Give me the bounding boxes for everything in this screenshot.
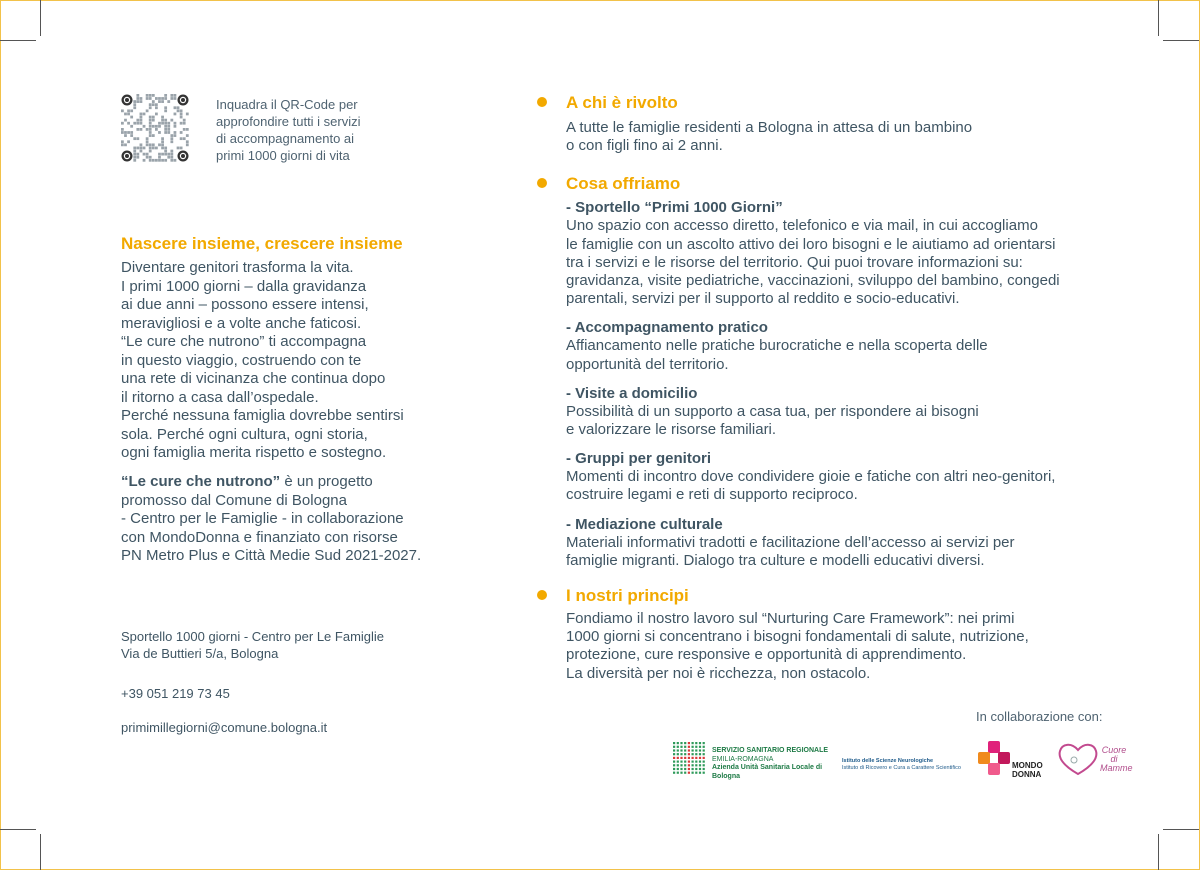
- bullet-dot: [537, 590, 547, 600]
- crop-mark: [0, 829, 36, 830]
- section-body: Fondiamo il nostro lavoro sul “Nurturing Care Framework”: nei primi 1000 giorni si concentrano i bisogni fondamentali di salute, nutrizione, protezione, cure responsive e opportunità di apprendimento. La diversità per noi è ricchezza, non ostacolo.: [566, 610, 1029, 682]
- crop-mark: [1163, 829, 1199, 830]
- right-column: [537, 93, 1137, 683]
- isn-line-2: Istituto di Ricovero e Cura a Carattere Scientifico: [842, 765, 961, 771]
- isn-logo: [842, 758, 982, 772]
- contact-email[interactable]: primimillegiorni@comune.bologna.it: [121, 720, 328, 735]
- isn-line-1: Istituto delle Scienze Neurologiche: [842, 758, 934, 764]
- ausl-line-3: Azienda Unità Sanitaria Locale di Bologna: [712, 764, 823, 780]
- ausl-line-2: EMILIA-ROMAGNA: [712, 755, 774, 763]
- service-text: Momenti di incontro dove condividere gioie e fatiche con altri neo-genitori, costruire legami e reti di supporto reciproco.: [566, 468, 1056, 504]
- ausl-bologna-logo: [672, 741, 834, 780]
- mondodonna-mark-icon: [976, 739, 1012, 779]
- service-item: [566, 199, 1137, 308]
- cuore-di-mamme-text: Cuore di Mamme: [1100, 745, 1133, 773]
- crop-mark: [1158, 834, 1159, 870]
- service-item: [566, 450, 1137, 504]
- crop-mark: [1163, 40, 1199, 41]
- crop-mark: [40, 834, 41, 870]
- service-item: [566, 385, 1137, 439]
- contact-phone[interactable]: +39 051 219 73 45: [121, 686, 230, 701]
- collaboration-label: In collaborazione con:: [976, 709, 1103, 724]
- mondodonna-text: MONDO DONNA: [1012, 761, 1043, 779]
- service-title: - Mediazione culturale: [566, 515, 723, 533]
- service-title: - Accompagnamento pratico: [566, 319, 768, 337]
- ausl-line-1: SERVIZIO SANITARIO REGIONALE: [712, 747, 829, 754]
- service-title: - Sportello “Primi 1000 Giorni”: [566, 199, 783, 217]
- contact-address: Sportello 1000 giorni - Centro per Le Famiglie Via de Buttieri 5/a, Bologna: [121, 629, 385, 661]
- service-text: Materiali informativi tradotti e facilitazione dell’accesso ai servizi per famiglie migranti. Dialogo tra culture e modelli educativi diversi.: [566, 533, 1015, 569]
- bullet-dot: [537, 97, 547, 107]
- crop-mark: [0, 40, 36, 41]
- service-text: Uno spazio con accesso diretto, telefonico e via mail, in cui accogliamo le famiglie con un ascolto attivo dei loro bisogni e le aiutiamo ad orientarsi tra i servizi e le risorse del territorio. Qui puoi trovare informazioni su: gravidanza, visite pediatriche, vaccinazioni, sviluppo del bambino, congedi parentali, servizi per il supporto al reddito e socio-educativi.: [566, 217, 1060, 308]
- service-title: - Visite a domicilio: [566, 384, 698, 402]
- qr-caption: Inquadra il QR-Code per approfondire tutti i servizi di accompagnamento ai primi 1000 giorni di vita: [216, 97, 361, 163]
- section-title: A chi è rivolto: [566, 93, 678, 112]
- section-principles: [537, 586, 1137, 683]
- service-item: [566, 319, 1137, 373]
- section-audience: [537, 93, 1137, 155]
- ausl-grid-icon: [672, 741, 706, 775]
- section-body: A tutte le famiglie residenti a Bologna in attesa di un bambino o con figli fino ai 2 anni.: [566, 119, 973, 155]
- mondodonna-logo: [976, 739, 1048, 781]
- crop-mark: [40, 0, 41, 36]
- service-item: [566, 516, 1137, 570]
- section-services: [537, 174, 1137, 570]
- contact-block: [121, 611, 481, 736]
- bullet-dot: [537, 178, 547, 188]
- qr-code[interactable]: [121, 94, 189, 162]
- crop-mark: [1158, 0, 1159, 36]
- section-title: Cosa offriamo: [566, 174, 681, 194]
- service-title: - Gruppi per genitori: [566, 450, 711, 468]
- service-text: Possibilità di un supporto a casa tua, per rispondere ai bisogni e valorizzare le risorse familiari.: [566, 402, 979, 439]
- project-paragraph: [121, 473, 481, 566]
- section-title: I nostri principi: [566, 586, 689, 606]
- service-text: Affiancamento nelle pratiche burocratiche e nella scoperta delle opportunità del territorio.: [566, 337, 988, 373]
- project-name: “Le cure che nutrono”: [121, 473, 281, 490]
- left-section-title: Nascere insieme, crescere insieme: [121, 234, 403, 253]
- ausl-logo-text: [712, 747, 834, 781]
- intro-paragraph: Diventare genitori trasforma la vita. I primi 1000 giorni – dalla gravidanza ai due anni – possono essere intensi, meravigliosi e a volte anche faticosi. “Le cure che nutrono” ti accompagna in questo viaggio, costruendo con te una rete di vicinanza che continua dopo il ritorno a casa dall’ospedale. Perché nessuna famiglia dovrebbe sentirsi sola. Perché ogni cultura, ogni storia, ogni famiglia merita rispetto e sostegno.: [121, 259, 404, 461]
- project-description: è un progetto promosso dal Comune di Bologna - Centro per le Famiglie - in collaborazione con MondoDonna e finanziato con risorse PN Metro Plus e Città Medie Sud 2021-2027.: [121, 473, 422, 564]
